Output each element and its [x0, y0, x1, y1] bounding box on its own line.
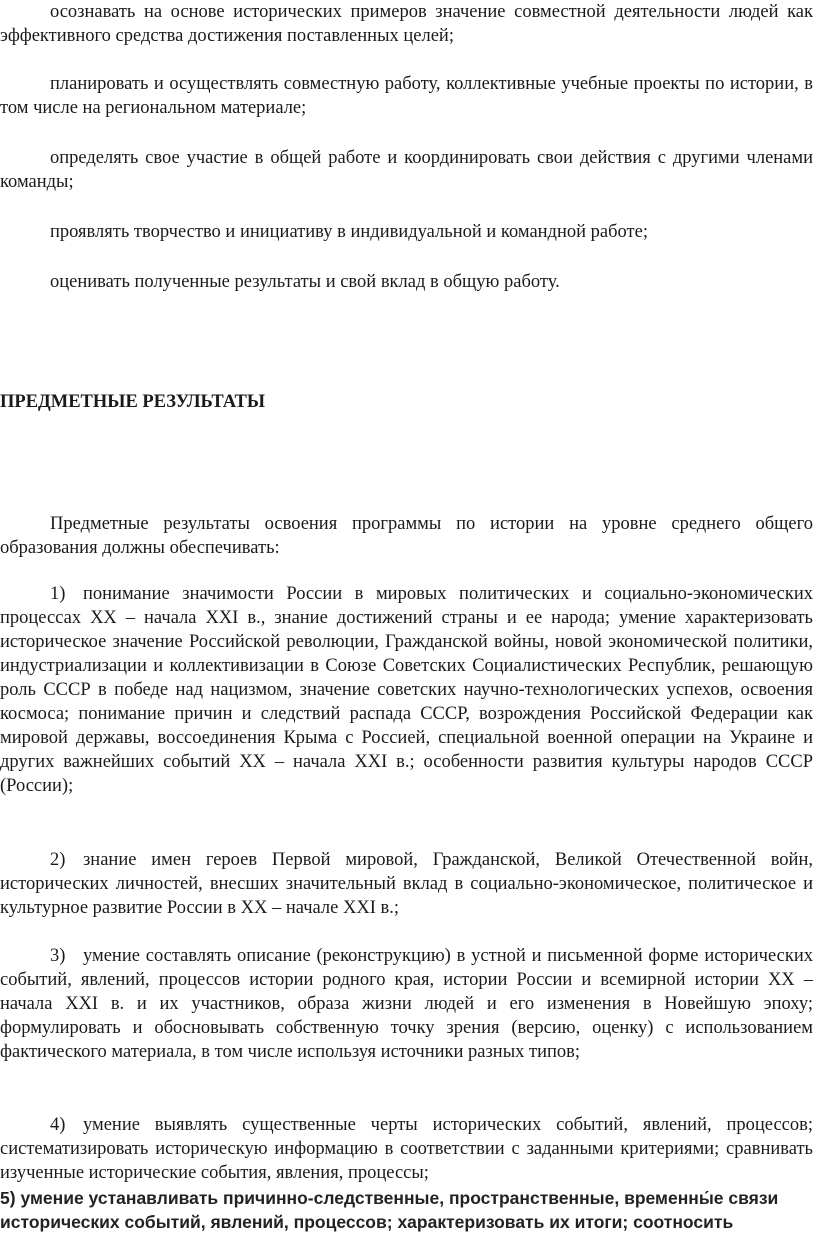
goal-paragraph: определять свое участие в общей работе и координировать свои действия с другими членами команды;: [0, 148, 813, 192]
result-item: [0, 944, 813, 1064]
result-text: умение выявлять существенные черты исторических событий, явлений, процессов; систематизировать историческую информацию в соответствии с заданными критериями; сравнивать изученные исторические события, явления, процессы;: [0, 1115, 813, 1183]
result-number: 4): [50, 1115, 66, 1135]
goal-paragraph: осознавать на основе исторических примеров значение совместной деятельности людей как эффективного средства достижения поставленных целей;: [0, 2, 813, 46]
result-item: [0, 848, 813, 920]
result-text: понимание значимости России в мировых политических и социально-экономических процессах XX – начала XXI в., знание достижений страны и ее народа; умение характеризовать историческое значение Российской революции, Гражданской войны, новой экономической политики, индустриализации и коллективизации в Союзе Советских Социалистических Республик, решающую роль СССР в победе над нацизмом, значение советских научно-технологических успехов, освоения космоса; понимание причин и следствий распада СССР, возрождения Российской Федерации как мировой державы, воссоединения Крыма с Россией, специальной военной операции на Украине и других важнейших событий XX – начала XXI в.; особенности развития культуры народов СССР (России);: [0, 584, 813, 796]
goal-paragraph: планировать и осуществлять совместную работу, коллективные учебные проекты по истории, в том числе на региональном материале;: [0, 74, 813, 118]
result-text: умение устанавливать причинно-следственные, пространственные, временны́е связи исторических событий, явлений, процессов; характеризовать их итоги; соотносить: [0, 1188, 779, 1232]
result-text: знание имен героев Первой мировой, Гражданской, Великой Отечественной войн, исторических личностей, внесших значительный вклад в социально-экономическое, политическое и культурное развитие России в XX – начале XXI в.;: [0, 850, 813, 918]
section-title: ПРЕДМЕТНЫЕ РЕЗУЛЬТАТЫ: [0, 392, 266, 412]
result-number: 2): [50, 850, 66, 870]
goal-paragraph: проявлять творчество и инициативу в индивидуальной и командной работе;: [50, 222, 648, 242]
goal-paragraph: оценивать полученные результаты и свой вклад в общую работу.: [50, 272, 560, 292]
result-text: умение составлять описание (реконструкцию) в устной и письменной форме исторических событий, явлений, процессов истории родного края, истории России и всемирной истории XX – начала XXI в. и их участников, образа жизни людей и его изменения в Новейшую эпоху; формулировать и обосновывать собственную точку зрения (версию, оценку) с использованием фактического материала, в том числе используя источники разных типов;: [0, 946, 813, 1062]
result-number: 5): [0, 1188, 16, 1208]
result-number: 1): [50, 584, 66, 604]
result-item: [0, 582, 813, 798]
result-number: 3): [50, 946, 66, 966]
result-item: [0, 1113, 813, 1185]
intro-paragraph: Предметные результаты освоения программы по истории на уровне среднего общего образования должны обеспечивать:: [0, 514, 813, 558]
result-item: [0, 1186, 813, 1234]
